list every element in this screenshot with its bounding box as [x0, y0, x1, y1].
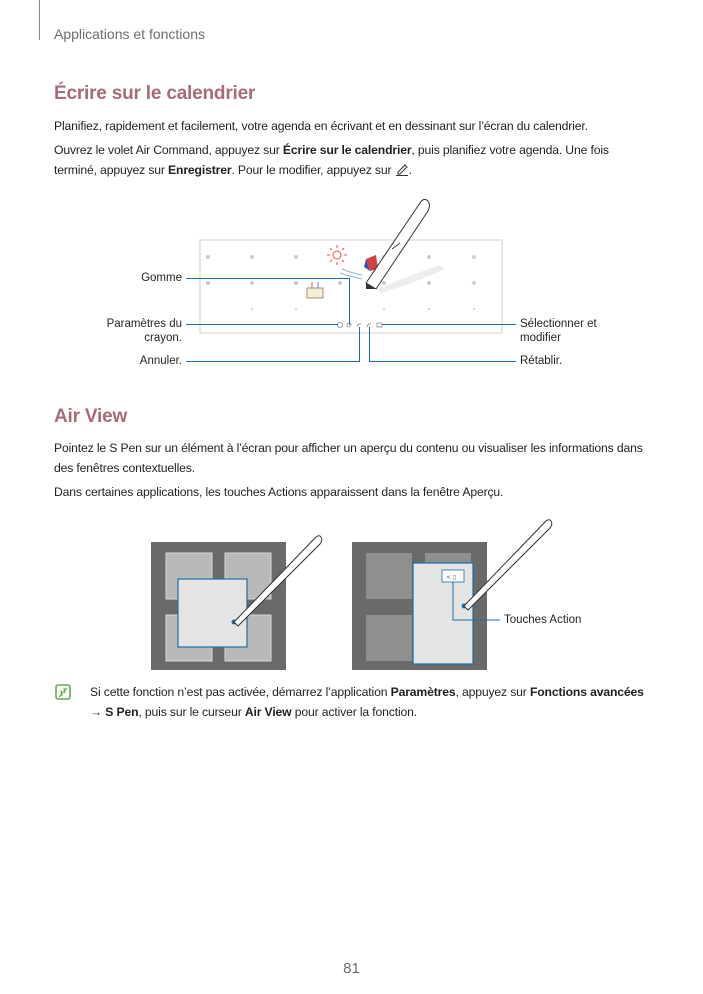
air-view-preview-illustration	[151, 536, 322, 670]
leader-redo	[369, 361, 516, 362]
leader-undo-v	[359, 327, 360, 362]
bold-advanced-features: Fonctions avancées	[529, 685, 644, 699]
edit-pen-icon	[395, 162, 409, 176]
svg-text:< ▯: < ▯	[446, 574, 457, 581]
paragraph-air-view-actions: Dans certaines applications, les touches Actions apparaissent dans la fenêtre Aperçu.	[54, 485, 504, 499]
label-undo: Annuler.	[139, 355, 182, 367]
label-pen-settings: Paramètres du crayon.	[106, 318, 182, 344]
note-text: Si cette fonction n’est pas activée, démarrez l’application Paramètres, appuyez sur Fonctions avancées → S Pen, puis sur le curseur Air View pour activer la fonction.	[90, 685, 644, 719]
label-redo: Rétablir.	[520, 355, 563, 367]
bold-write-calendar: Écrire sur le calendrier	[282, 143, 412, 157]
section-title-calendar: Écrire sur le calendrier	[54, 83, 256, 104]
label-action-keys: Touches Action	[504, 614, 582, 626]
label-select-edit: Sélectionner et modifier	[520, 318, 597, 344]
bold-settings: Paramètres	[390, 685, 456, 699]
margin-rule	[39, 0, 40, 40]
leader-gomme-v	[349, 278, 350, 325]
bold-air-view: Air View	[244, 705, 292, 719]
leader-pen-settings	[186, 324, 338, 325]
leader-select	[382, 324, 516, 325]
paragraph-air-view-intro: Pointez le S Pen sur un élément à l’écran pour afficher un aperçu du contenu ou visualiser les informations dans des fenêtres contextuelles.	[54, 441, 643, 475]
leader-redo-v	[369, 327, 370, 362]
air-view-figure	[140, 510, 600, 680]
bold-s-pen: S Pen	[105, 705, 139, 719]
air-view-action-keys-illustration	[352, 520, 552, 670]
note-icon	[55, 684, 71, 700]
leader-gomme	[186, 278, 350, 279]
running-head: Applications et fonctions	[54, 26, 205, 42]
bold-save: Enregistrer	[168, 163, 232, 177]
section-title-air-view: Air View	[54, 406, 128, 427]
page-number: 81	[343, 960, 360, 977]
leader-undo	[186, 361, 360, 362]
label-gomme: Gomme	[141, 272, 182, 284]
paragraph-intro: Planifiez, rapidement et facilement, votre agenda en écrivant et en dessinant sur l’écran du calendrier.	[54, 119, 588, 133]
paragraph-instructions: Ouvrez le volet Air Command, appuyez sur Écrire sur le calendrier, puis planifiez votre agenda. Une fois terminé, appuyez sur Enregistrer. Pour le modifier, appuyez sur .	[54, 143, 609, 177]
